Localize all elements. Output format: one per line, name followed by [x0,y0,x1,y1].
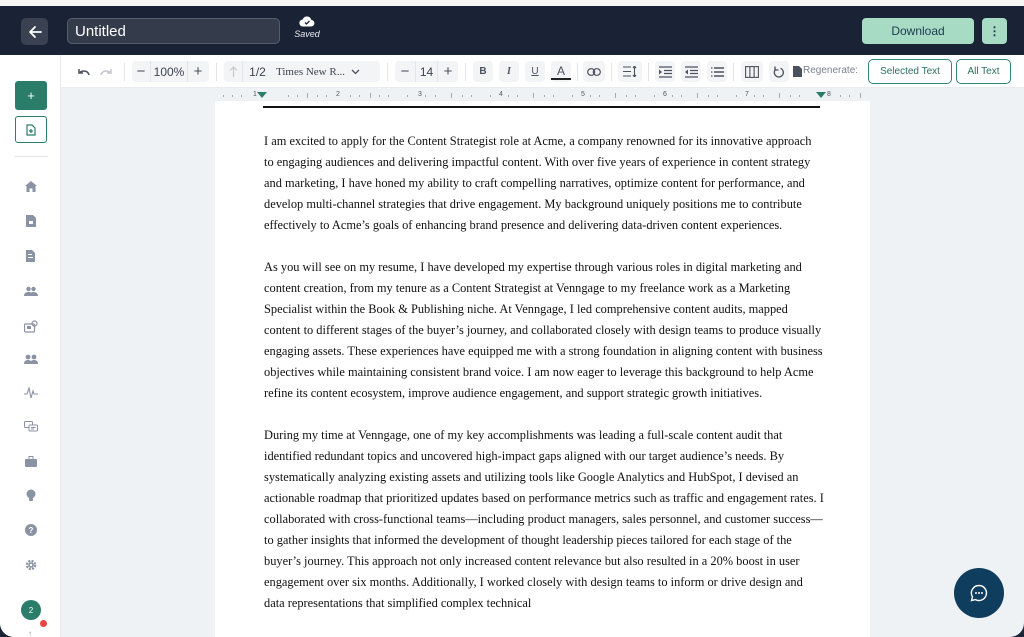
chat-icon [24,421,38,433]
sidebar-item-team[interactable] [22,350,40,368]
more-options-button[interactable]: ⋮ [982,18,1007,44]
redo-icon [100,68,112,76]
font-size-value[interactable]: 14 [415,61,438,82]
toolbar-divider [611,63,612,81]
refresh-icon [773,66,784,78]
previous-page-button[interactable] [224,61,242,82]
toolbar-divider [124,63,125,81]
bold-icon: B [479,66,487,77]
save-status [290,16,324,39]
link-button[interactable] [583,61,605,82]
toolbar-divider [465,63,466,81]
editor-toolbar [61,55,1024,88]
briefcase-search-icon [24,320,38,333]
ruler-mark: 7 [745,91,749,98]
sidebar-item-tips[interactable] [22,486,40,504]
sidebar-item-contacts[interactable] [22,282,40,300]
italic-button[interactable] [499,61,519,82]
toolbar-divider [577,63,578,81]
bullet-list-button[interactable] [707,61,727,82]
right-indent-marker [816,92,826,98]
italic-icon: I [507,66,511,77]
document-page[interactable] [215,101,870,637]
bullet-list-icon [711,67,724,77]
team-icon [24,354,38,364]
arrow-up-icon [229,66,238,77]
underline-icon: U [531,66,539,77]
notification-dot [40,620,47,627]
download-button[interactable]: Download [862,18,974,44]
underline-button[interactable] [525,61,545,82]
undo-icon [78,68,90,76]
indent-button[interactable] [655,61,675,82]
outdent-icon [685,66,698,78]
toolbar-divider [387,63,388,81]
outdent-button[interactable] [681,61,701,82]
sidebar-divider [14,156,48,157]
line-spacing-button[interactable] [618,61,642,82]
sidebar-item-documents[interactable] [22,212,40,230]
zoom-out-button[interactable]: − [136,63,146,80]
ruler-mark: 1 [253,91,257,98]
arrow-up-icon: ↑ [28,629,32,637]
file-plus-icon [26,124,36,136]
lightbulb-icon [26,489,36,502]
redo-button[interactable] [95,61,117,82]
arrow-left-icon [28,25,42,39]
zoom-level: 100% [150,61,188,82]
cloud-check-icon [299,16,315,27]
sidebar-item-jobs[interactable] [22,452,40,470]
briefcase-icon [25,456,37,467]
toolbar-divider [216,63,217,81]
sidebar-item-home[interactable] [22,177,40,195]
left-indent-marker [257,92,267,98]
sidebar-item-interview[interactable] [22,418,40,436]
regenerate-label: Regenerate: [803,65,859,76]
app-header [0,6,1024,55]
ruler [215,90,870,101]
regenerate-all-text-button[interactable]: All Text [956,59,1011,84]
undo-button[interactable] [73,61,95,82]
saved-label: Saved [294,29,320,39]
link-icon [587,68,601,76]
font-size-decrease-button[interactable]: − [400,63,410,80]
page-font-group [224,61,380,82]
font-family-select[interactable] [272,61,376,82]
text-color-icon: A [551,63,571,80]
ruler-mark: 2 [336,91,340,98]
paragraph[interactable]: During my time at Venngage, one of my key accomplishments was leading a full-scale content audit that identified redundant topics and uncovered high-impact gaps aligned with our target audience’s needs. By systematically analyzing existing assets and utilizing tools like Google Analytics and HubSpot, I devised an actionable roadmap that prioritized updates based on performance metrics such as traffic and engagement rates. I collaborated with cross-functional teams—including product managers, sales personnel, and customer success—to gather insights that informed the development of thought leadership pieces tailored for each stage of the buyer’s journey. This approach not only increased content relevance but also resulted in a 20% boost in user engagement over six months. Additionally, I worked closely with design teams to inform or drive design and data representations that simplified complex technical [264,428,824,610]
sidebar-item-help[interactable] [22,521,40,539]
page-indicator: 1/2 [242,61,272,82]
document-regenerate-icon [793,66,802,77]
font-size-group [395,61,458,82]
columns-button[interactable] [741,61,763,82]
ruler-mark: 3 [418,91,422,98]
text-color-button[interactable] [551,61,571,82]
chat-support-button[interactable] [954,568,1004,618]
reset-button[interactable] [769,61,789,82]
resume-icon [25,250,37,262]
svg-text:?: ? [28,526,34,535]
sidebar-item-resume[interactable] [22,247,40,265]
activity-icon [24,387,38,399]
ruler-mark: 8 [827,91,831,98]
zoom-in-button[interactable]: + [193,63,203,80]
app-body [0,55,1024,637]
gear-icon [25,559,37,571]
help-icon [25,524,37,536]
document-icon [26,215,36,227]
font-family-value: Times New R... [276,65,345,78]
avatar[interactable]: 2 [21,600,41,620]
sidebar [0,55,61,637]
zoom-group [132,61,209,82]
ruler-mark: 5 [581,91,585,98]
regenerate-selected-text-button[interactable]: Selected Text [868,59,952,84]
document-body[interactable] [264,131,824,635]
new-document-button[interactable]: + [15,81,47,110]
add-file-button[interactable] [15,116,47,143]
home-icon [25,181,37,192]
back-button[interactable] [21,18,48,45]
sidebar-item-job-search[interactable] [22,317,40,335]
line-spacing-icon [623,66,637,77]
sidebar-item-activity[interactable] [22,384,40,402]
font-size-increase-button[interactable]: + [443,63,453,80]
chat-bubble-icon [970,584,988,602]
ruler-mark: 4 [499,91,503,98]
header-rule [263,106,820,108]
chevron-down-icon [351,69,360,75]
toolbar-divider [648,63,649,81]
columns-icon [745,66,759,78]
document-title-input[interactable]: Untitled [67,18,280,44]
paragraph[interactable]: As you will see on my resume, I have developed my expertise through various roles in digital marketing and content creation, from my tenure as a Content Strategist at Venngage to my freelance work as a Marketing Specialist within the Book & Publishing niche. At Venngage, I led comprehensive content audits, mapped content to different stages of the buyer’s journey, and collaborated closely with design teams to produce visually engaging assets. These experiences have equipped me with a strong foundation in aligning content with business objectives while maintaining consistent brand voice. I am now eager to leverage this background to help Acme refine its content ecosystem, improve audience engagement, and support strategic growth initiatives. [264,260,823,400]
history-group [73,61,117,82]
sidebar-item-settings[interactable] [22,556,40,574]
users-icon [24,286,38,296]
indent-icon [659,66,672,78]
toolbar-divider [733,63,734,81]
paragraph[interactable]: I am excited to apply for the Content Strategist role at Acme, a company renowned for its innovative approach to engaging audiences and delivering impactful content. With over five years of experience in content strategy and marketing, I have honed my ability to craft compelling narratives, optimize content for performance, and develop multi-channel strategies that drive engagement. My background uniquely positions me to contribute effectively to Acme’s goals of enhancing brand presence and delivering data-driven content experiences. [264,134,812,232]
bold-button[interactable] [473,61,493,82]
ruler-mark: 6 [663,91,667,98]
